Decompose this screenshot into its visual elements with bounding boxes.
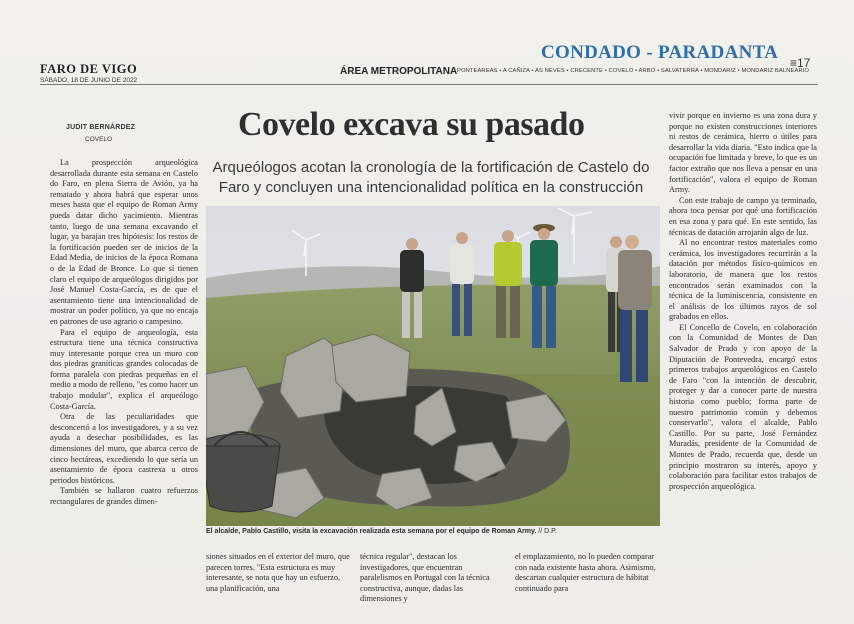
page-number: ≡17 <box>790 56 811 70</box>
subheadline: Arqueólogos acotan la cronología de la fortificación de Castelo do Faro y concluyen una intencionalidad política en la construcción <box>212 159 650 196</box>
paragraph: La prospección arqueológica desarrollada durante esta semana en Castelo do Faro, en plena Sierra de Avión, ya ha rematado y ahora habrá que esperar unos meses hasta que el equipo de Roman Army pueda datar dicho yacimiento. Mientras tanto, luego de una semana excavando el lugar, ya barajan tres hipótesis: los restos de la fortificación pueden ser de inicios de la Edad Media, de inicios de la época Romana o de la Edad de Bronce. Lo que sí tienen claro el equipo de arqueólogos dirigidos por José Manuel Costa-García, es de que el asentamiento tiene una intencionalidad de mostrar un poder político, ya que no encaja en patrones de uso agrario o campesino. <box>50 158 198 326</box>
bucket <box>206 432 280 512</box>
excavation-photo <box>206 206 660 526</box>
article-column-4: el emplazamiento, no lo pueden comparar con nada existente hasta ahora. Asimismo, descartan cualquier estructura de hábitat continuado para <box>515 552 656 593</box>
paragraph: Otra de las peculiaridades que desconcertó a los investigadores, y a su vez ayuda a desechar posibilidades, es las dimensiones del muro, que abarca cerco de cinco hectáreas, excediendo lo que sería un asentamiento de época castrexa u otros periodos históricos. <box>50 412 198 485</box>
article-column-3: técnica regular", destacan los investigadores, que encuentran paralelismos en Portugal con la técnica constructiva, aunque, dadas las dimensiones y <box>360 552 490 604</box>
article-column-1 <box>50 158 198 508</box>
paragraph: Al no encontrar restos materiales como cerámica, los investigadores recurrirán a la datación por métodos físico-químicos en laboratorio, de manera que los restos encontrados serán examinados con la técnica de la luminiscencia, consistente en el análisis de los últimos rayos de sol grabados en ellos. <box>669 238 817 322</box>
area-title: ÁREA METROPOLITANA <box>340 66 458 77</box>
paragraph: Para el equipo de arqueología, esta estructura tiene una técnica constructiva muy interesante porque crea un muro con dos piedras graníticas grandes colocadas de forma paralela con piedras pequeñas en el medio a modo de relleno, "es como hacer un trabajo modular", explica el arqueólogo Costa-García. <box>50 327 198 411</box>
issue-date: SÁBADO, 18 DE JUNIO DE 2022 <box>40 77 138 84</box>
paragraph: También se hallaron cuatro refuerzos rectangulares de grandes dimen- <box>50 486 198 506</box>
article-column-2: siones situados en el exterior del muro, que parecen torres. "Esta estructura es muy interesante, se nota que hay un esfuerzo, una planificación, una <box>206 552 350 593</box>
article-column-5 <box>669 111 817 492</box>
caption-text: El alcalde, Pablo Castillo, visita la excavación realizada esta semana por el equipo de Roman Army. <box>206 528 537 535</box>
headline: Covelo excava su pasado <box>238 106 585 143</box>
section-title: CONDADO - PARADANTA <box>541 42 779 63</box>
article-author: JUDIT BERNÁRDEZ <box>66 124 136 131</box>
article-place: COVELO <box>85 136 113 143</box>
paragraph: vivir porque en invierno es una zona dura y porque no existen construcciones interiores ni restos de cerámica, hierro o útiles para desarrollar la vida diaria. "Esto indica que la ocupación fue limitada y breve, lo que es un factor extraño que nos lleva a pensar en una fortificación", valora el equipo de Roman Army. <box>669 111 817 195</box>
towns-list: PONTEAREAS • A CAÑIZA • AS NEVES • CRECENTE • COVELO • ARBO • SALVATERRA • MONDARIZ • MONDARIZ BALNEARIO <box>457 68 809 74</box>
caption-credit: // D.P. <box>538 528 557 535</box>
photo-caption <box>206 528 666 535</box>
header-rule <box>40 84 818 85</box>
paper-name: FARO DE VIGO <box>40 62 138 76</box>
paragraph: El Concello de Covelo, en colaboración con la Comunidad de Montes de Dan Salvador de Prado y con apoyo de la Diputación de Pontevedra, encargó estos primeros trabajos arqueológicos en Castelo de Faro "con la intención de descubrir, proteger y dar a conocer parte de nuestra historia como pueblo; forma parte de nuestro patrimonio común y debemos conservarlo", valora el alcalde, Pablo Castillo. Por su parte, José Fernández Muradás, presidente de la Comunidad de Montes de Prado, recuerda que, desde un principio mostraron su interés, apoyo y colaboración para facilitar estos trabajos de prospección arqueológica. <box>669 322 817 491</box>
paragraph: Con este trabajo de campo ya terminado, ahora toca pensar por qué una fortificación en esa zona y para qué. En este sentido, las técnicas de datación arrojarán algo de luz. <box>669 195 817 237</box>
